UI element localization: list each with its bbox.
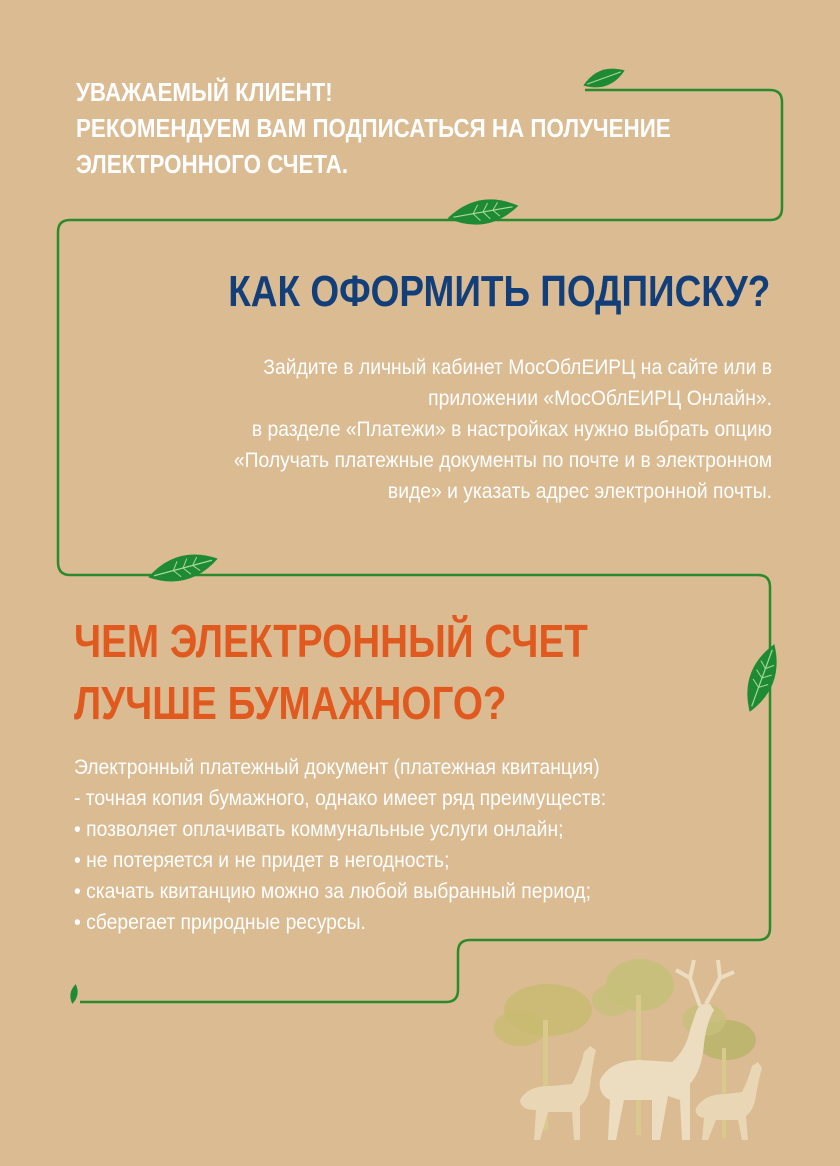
how-line: «Получать платежные документы по почте и в электронном: [233, 449, 772, 472]
leaf-icon: [738, 640, 785, 716]
benefits-text: [74, 752, 774, 938]
intro-message: [76, 74, 678, 182]
leaf-icon: [445, 194, 520, 230]
benefits-heading-line: ЛУЧШЕ БУМАЖНОГО?: [74, 677, 507, 729]
benefit-item: • скачать квитанцию можно за любой выбранный период;: [74, 880, 591, 903]
how-to-subscribe-text: [52, 352, 772, 507]
benefits-line: Электронный платежный документ (платежная квитанция): [74, 756, 600, 779]
deer-illustration: [494, 959, 762, 1140]
how-line: приложении «МосОблЕИРЦ Онлайн».: [428, 387, 772, 410]
benefits-heading: [74, 610, 588, 734]
leaf-icon: [145, 547, 221, 589]
intro-line: РЕКОМЕНДУЕМ ВАМ ПОДПИСАТЬСЯ НА ПОЛУЧЕНИЕ: [76, 113, 671, 143]
how-line: Зайдите в личный кабинет МосОблЕИРЦ на сайте или в: [263, 356, 772, 379]
how-line: в разделе «Платежи» в настройках нужно выбрать опцию: [251, 418, 772, 441]
benefits-line: - точная копия бумажного, однако имеет ряд преимуществ:: [74, 787, 607, 810]
benefit-item: • позволяет оплачивать коммунальные услуги онлайн;: [74, 818, 564, 841]
leaf-icon: [69, 984, 79, 1005]
how-to-subscribe-heading: КАК ОФОРМИТЬ ПОДПИСКУ?: [227, 267, 770, 316]
benefit-item: • сберегает природные ресурсы.: [74, 911, 366, 934]
intro-line: ЭЛЕКТРОННОГО СЧЕТА.: [76, 149, 349, 179]
how-line: виде» и указать адрес электронной почты.: [387, 480, 772, 503]
intro-line: УВАЖАЕМЫЙ КЛИЕНТ!: [76, 77, 333, 107]
benefit-item: • не потеряется и не придет в негодность;: [74, 849, 450, 872]
benefits-heading-line: ЧЕМ ЭЛЕКТРОННЫЙ СЧЕТ: [74, 615, 588, 667]
